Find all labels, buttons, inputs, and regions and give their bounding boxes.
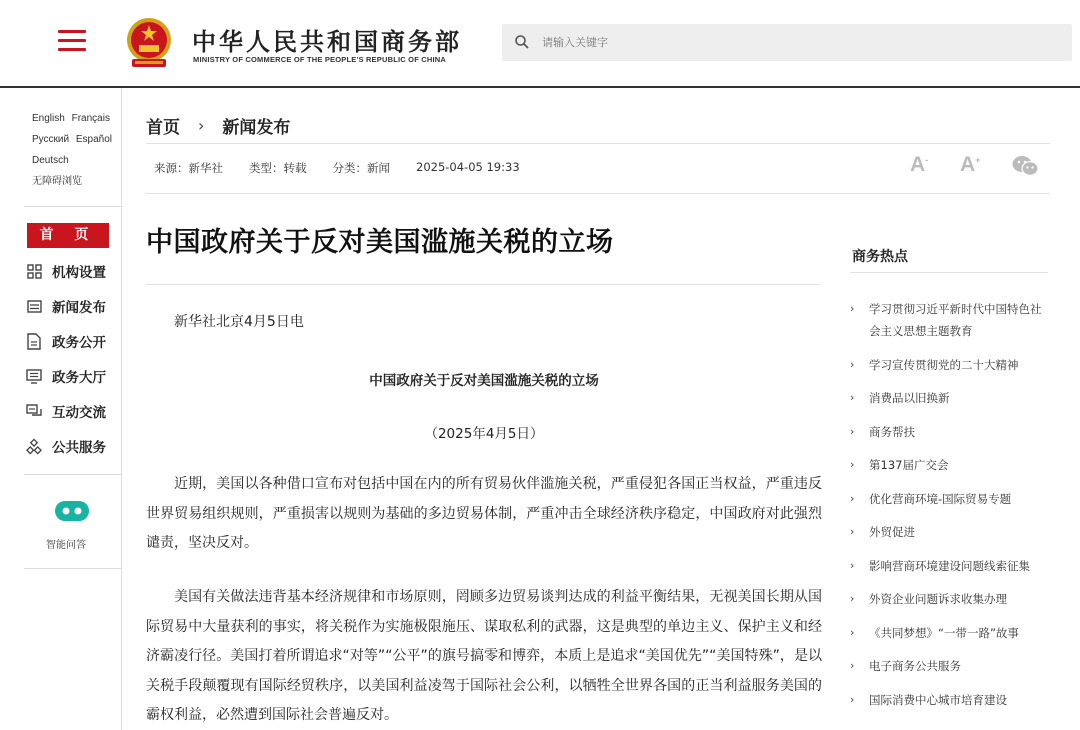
chevron-right-icon: › bbox=[850, 625, 855, 639]
sidebar-item-news[interactable] bbox=[26, 295, 122, 317]
service-icon bbox=[26, 438, 42, 454]
chevron-right-icon: › bbox=[850, 692, 855, 706]
article-meta bbox=[154, 160, 546, 176]
chevron-right-icon: › bbox=[850, 491, 855, 505]
breadcrumb-home[interactable]: 首页 bbox=[146, 118, 180, 138]
hot-topics-list bbox=[850, 298, 1050, 722]
national-emblem-icon[interactable] bbox=[124, 16, 174, 70]
accessibility-link[interactable]: 无障碍浏览 bbox=[32, 176, 82, 187]
hot-topic-item[interactable] bbox=[850, 655, 1050, 677]
sidebar-item-organization[interactable] bbox=[26, 260, 122, 282]
org-grid-icon bbox=[26, 263, 42, 279]
divider bbox=[146, 284, 820, 285]
wechat-share-icon[interactable] bbox=[1012, 155, 1039, 177]
document-icon bbox=[26, 333, 42, 349]
hot-topic-label: 商务帮扶 bbox=[869, 424, 915, 439]
font-increase-icon[interactable]: A+ bbox=[960, 153, 981, 176]
hot-topic-item[interactable] bbox=[850, 588, 1050, 610]
chevron-right-icon: › bbox=[198, 116, 205, 135]
hot-topic-label: 外贸促进 bbox=[869, 525, 915, 539]
meta-datetime: 2025-04-05 19:33 bbox=[416, 160, 520, 174]
robot-assistant-icon[interactable] bbox=[54, 498, 90, 524]
hot-topic-label: 外资企业问题诉求收集办理 bbox=[869, 592, 1007, 606]
sidebar-item-label: 政务大厅 bbox=[52, 370, 106, 386]
hot-topic-item[interactable] bbox=[850, 421, 1050, 443]
hot-topic-label: 学习宣传贯彻党的二十大精神 bbox=[869, 357, 1019, 372]
chevron-right-icon: › bbox=[850, 592, 855, 605]
sidebar-item-label: 新闻发布 bbox=[52, 300, 106, 316]
hot-topic-item[interactable] bbox=[850, 521, 1050, 543]
monitor-icon bbox=[26, 368, 42, 384]
divider bbox=[146, 143, 1050, 144]
hot-topic-item[interactable] bbox=[850, 354, 1050, 376]
search-icon[interactable] bbox=[514, 34, 530, 50]
site-subtitle: MINISTRY OF COMMERCE OF THE PEOPLE'S REPUBLIC OF CHINA bbox=[193, 55, 447, 64]
lang-russian[interactable]: Русский bbox=[32, 134, 70, 145]
hot-topic-item[interactable] bbox=[850, 488, 1050, 510]
hot-topic-item[interactable] bbox=[850, 689, 1050, 711]
hot-topic-label: 国际消费中心城市培育建设 bbox=[869, 692, 1007, 707]
sidebar-item-government-affairs[interactable] bbox=[26, 330, 122, 352]
hot-topic-item[interactable] bbox=[850, 622, 1050, 644]
sidebar-item-label: 公共服务 bbox=[52, 440, 106, 456]
chevron-right-icon: › bbox=[850, 391, 855, 404]
sidebar-item-label: 政务公开 bbox=[52, 335, 106, 351]
sidebar-item-service-hall[interactable] bbox=[26, 365, 122, 387]
sidebar-divider bbox=[24, 206, 122, 207]
lang-english[interactable]: English bbox=[32, 113, 65, 124]
hot-topic-label: 第137届广交会 bbox=[869, 458, 949, 472]
article-subtitle: 中国政府关于反对美国滥施关税的立场 bbox=[369, 373, 599, 389]
sidebar-item-public-services[interactable] bbox=[26, 435, 122, 457]
lang-spanish[interactable]: Español bbox=[75, 134, 113, 145]
sidebar-item-label: 互动交流 bbox=[52, 405, 106, 421]
hot-topic-label: 影响营商环境建设问题线索征集 bbox=[869, 558, 1030, 573]
site-header bbox=[0, 0, 1080, 88]
chevron-right-icon: › bbox=[850, 458, 855, 471]
divider bbox=[850, 272, 1048, 273]
sidebar-item-label: 机构设置 bbox=[52, 265, 106, 281]
chat-icon bbox=[26, 403, 42, 419]
sidebar-divider bbox=[24, 474, 122, 475]
sidebar-item-home[interactable]: 首 页 bbox=[27, 223, 109, 248]
hot-topic-label: 消费品以旧换新 bbox=[869, 391, 950, 405]
lang-french[interactable]: Français bbox=[71, 113, 110, 124]
chevron-right-icon: › bbox=[850, 659, 855, 672]
sidebar-item-interaction[interactable] bbox=[26, 400, 122, 422]
article-dateline: 新华社北京4月5日电 bbox=[174, 314, 304, 330]
hot-topic-item[interactable] bbox=[850, 298, 1050, 342]
search-box[interactable] bbox=[502, 24, 1072, 61]
smart-qa-label[interactable]: 智能问答 bbox=[46, 540, 86, 551]
article-paragraph: 近期，美国以各种借口宣布对包括中国在内的所有贸易伙伴滥施关税，严重侵犯各国正当权益，严重违反世界贸易组织规则，严重损害以规则为基础的多边贸易体制，严重冲击全球经济秩序稳定，中国政府对此强烈谴责，坚决反对。 bbox=[146, 476, 822, 551]
hot-topic-item[interactable] bbox=[850, 387, 1050, 409]
site-title[interactable]: 中华人民共和国商务部 bbox=[192, 28, 462, 56]
chevron-right-icon: › bbox=[850, 302, 855, 315]
meta-type: 类型：转载 bbox=[249, 161, 307, 175]
chevron-right-icon: › bbox=[850, 424, 855, 438]
lang-german[interactable]: Deutsch bbox=[32, 155, 69, 166]
article-date: （2025年4月5日） bbox=[424, 426, 544, 442]
left-sidebar bbox=[24, 88, 122, 730]
chevron-right-icon: › bbox=[850, 357, 855, 371]
hot-topic-label: 优化营商环境-国际贸易专题 bbox=[869, 491, 1012, 506]
language-links bbox=[32, 108, 122, 192]
chevron-right-icon: › bbox=[850, 525, 855, 538]
search-input[interactable] bbox=[542, 24, 1042, 61]
breadcrumb bbox=[146, 113, 290, 138]
meta-source: 来源：新华社 bbox=[154, 161, 223, 175]
chevron-right-icon: › bbox=[850, 558, 855, 572]
hot-topic-item[interactable] bbox=[850, 454, 1050, 476]
breadcrumb-current[interactable]: 新闻发布 bbox=[222, 118, 291, 138]
font-decrease-icon[interactable]: A- bbox=[910, 153, 929, 176]
divider bbox=[146, 193, 1050, 194]
article-title: 中国政府关于反对美国滥施关税的立场 bbox=[146, 227, 614, 258]
hot-topic-label: 电子商务公共服务 bbox=[869, 659, 961, 673]
hot-topics-title: 商务热点 bbox=[852, 249, 908, 265]
sidebar-divider bbox=[24, 568, 122, 569]
news-icon bbox=[26, 298, 42, 314]
hot-topic-label: 学习贯彻习近平新时代中国特色社会主义思想主题教育 bbox=[869, 302, 1042, 338]
meta-category: 分类：新闻 bbox=[332, 161, 390, 175]
hot-topic-item[interactable] bbox=[850, 555, 1050, 577]
article-paragraph: 美国有关做法违背基本经济规律和市场原则，罔顾多边贸易谈判达成的利益平衡结果，无视美国长期从国际贸易中大量获利的事实，将关税作为实施极限施压、谋取私利的武器，这是典型的单边主义、保护主义和经济霸凌行径。美国打着所谓追求“对等”“公平”的旗号搞零和博弈，本质上是追求“美国优先”“美国特殊”，是以关税手段颠覆现有国际经贸秩序，以美国利益凌驾于国际社会公利，以牺牲全世界各国的正当利益服务美国的霸权利益，必然遭到国际社会普遍反对。 bbox=[146, 589, 822, 723]
hot-topic-label: 《共同梦想》“一带一路”故事 bbox=[869, 625, 1019, 640]
menu-icon[interactable] bbox=[58, 30, 86, 52]
